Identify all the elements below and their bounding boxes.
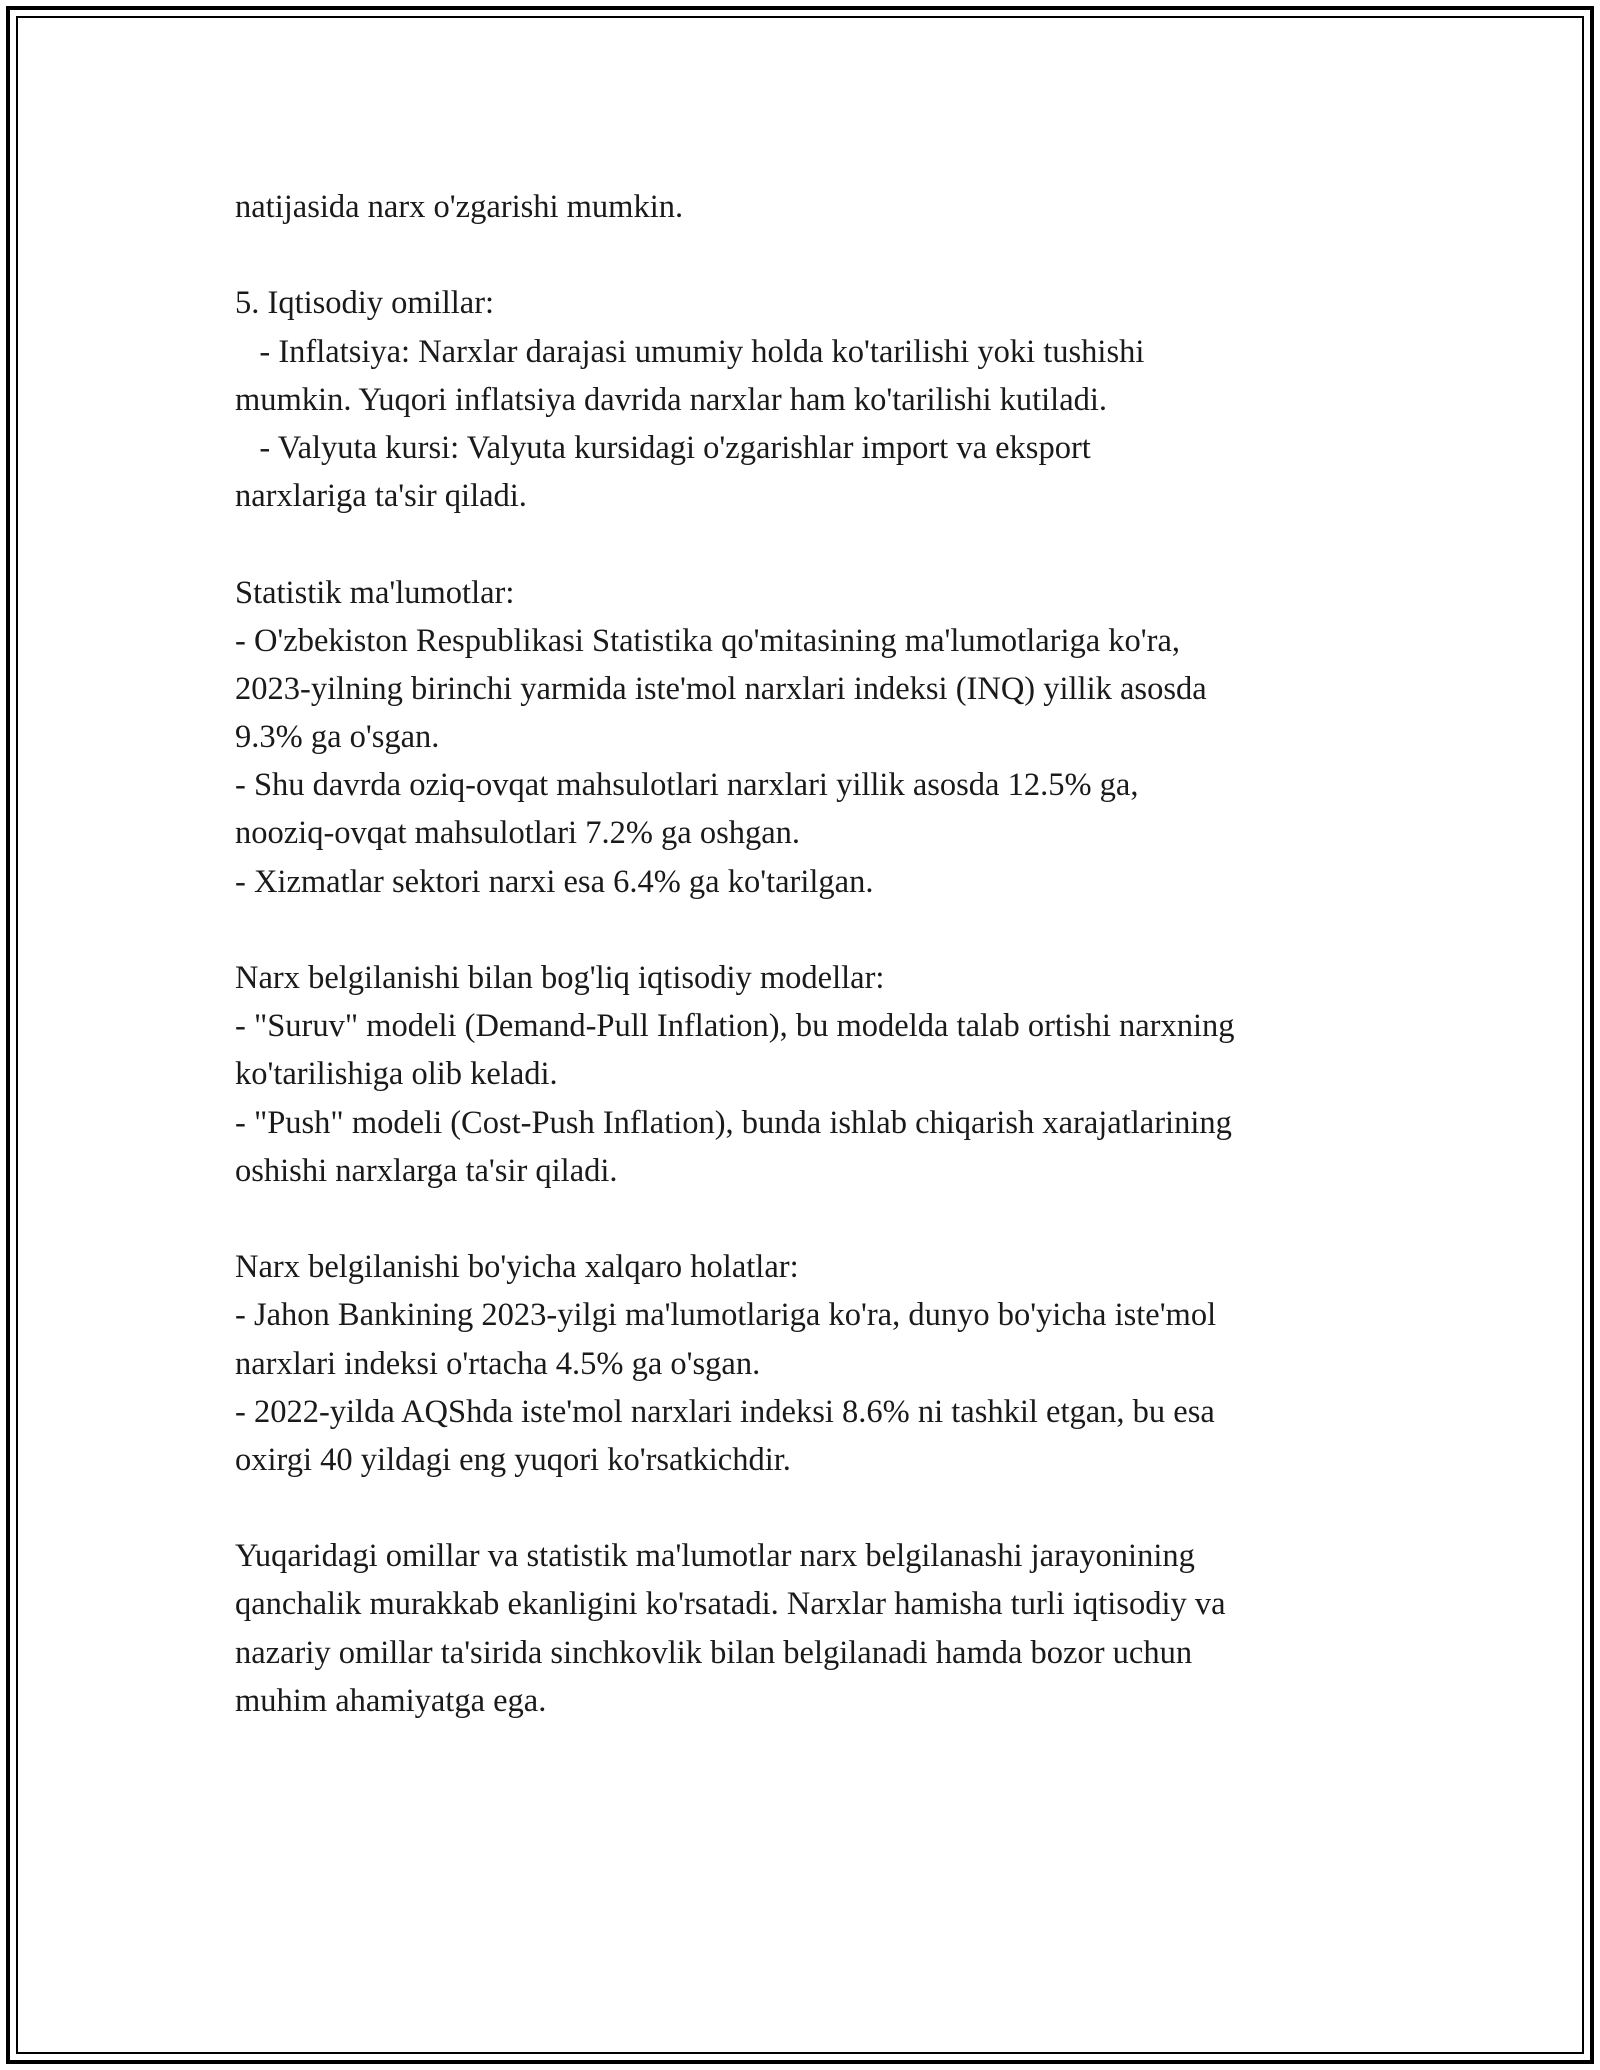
section-heading: Statistik ma'lumotlar: — [235, 574, 515, 611]
conclusion-line: nazariy omillar ta'sirida sinchkovlik bilan belgilanadi hamda bozor uchun — [235, 1634, 1193, 1671]
text-line: - 2022-yilda AQShda iste'mol narxlari indeksi 8.6% ni tashkil etgan, bu esa — [235, 1393, 1215, 1430]
blank-line — [235, 520, 1395, 568]
section-heading: Narx belgilanishi bilan bog'liq iqtisodiy modellar: — [235, 960, 885, 996]
conclusion-line: qanchalik murakkab ekanligini ko'rsatadi. Narxlar hamisha turli iqtisodiy va — [235, 1586, 1226, 1623]
text-line: - Valyuta kursi: Valyuta kursidagi o'zgarishlar import va eksport — [235, 429, 1091, 466]
section-heading: 5. Iqtisodiy omillar: — [235, 285, 495, 322]
conclusion-line: muhim ahamiyatga ega. — [235, 1682, 547, 1719]
text-line: ko'tarilishiga olib keladi. — [235, 1056, 558, 1093]
text-line: - O'zbekiston Respublikasi Statistika qo'mitasining ma'lumotlariga ko'ra, — [235, 622, 1181, 659]
blank-line — [235, 1195, 1395, 1243]
blank-line — [235, 1484, 1395, 1532]
text-line: - Jahon Bankining 2023-yilgi ma'lumotlariga ko'ra, dunyo bo'yicha iste'mol — [235, 1297, 1217, 1334]
text-line: - Xizmatlar sektori narxi esa 6.4% ga ko'tarilgan. — [235, 863, 874, 900]
blank-line — [235, 906, 1395, 954]
conclusion-line: Yuqaridagi omillar va statistik ma'lumotlar narx belgilanashi jarayonining — [235, 1538, 1195, 1575]
text-line: oxirgi 40 yildagi eng yuqori ko'rsatkichdir. — [235, 1441, 791, 1478]
text-line: - Shu davrda oziq-ovqat mahsulotlari narxlari yillik asosda 12.5% ga, — [235, 767, 1139, 804]
text-line: - "Suruv" modeli (Demand-Pull Inflation), bu modelda talab ortishi narxning — [235, 1008, 1235, 1045]
text-line: narxlari indeksi o'rtacha 4.5% ga o'sgan. — [235, 1345, 761, 1382]
text-line: 2023-yilning birinchi yarmida iste'mol narxlari indeksi (INQ) yillik asosda — [235, 670, 1207, 707]
text-line: - "Push" modeli (Cost-Push Inflation), bunda ishlab chiqarish xarajatlarining — [235, 1104, 1232, 1141]
text-line: oshishi narxlarga ta'sir qiladi. — [235, 1152, 618, 1189]
text-line: natijasida narx o'zgarishi mumkin. — [235, 189, 684, 225]
text-line: nooziq-ovqat mahsulotlari 7.2% ga oshgan. — [235, 815, 801, 852]
document-body — [235, 183, 1395, 1725]
text-line: - Inflatsiya: Narxlar darajasi umumiy holda ko'tarilishi yoki tushishi — [235, 333, 1145, 370]
section-heading: Narx belgilanishi bo'yicha xalqaro holatlar: — [235, 1249, 799, 1286]
text-line: 9.3% ga o'sgan. — [235, 719, 440, 756]
blank-line — [235, 231, 1395, 279]
text-line: mumkin. Yuqori inflatsiya davrida narxlar ham ko'tarilishi kutiladi. — [235, 381, 1108, 418]
text-line: narxlariga ta'sir qiladi. — [235, 478, 527, 515]
